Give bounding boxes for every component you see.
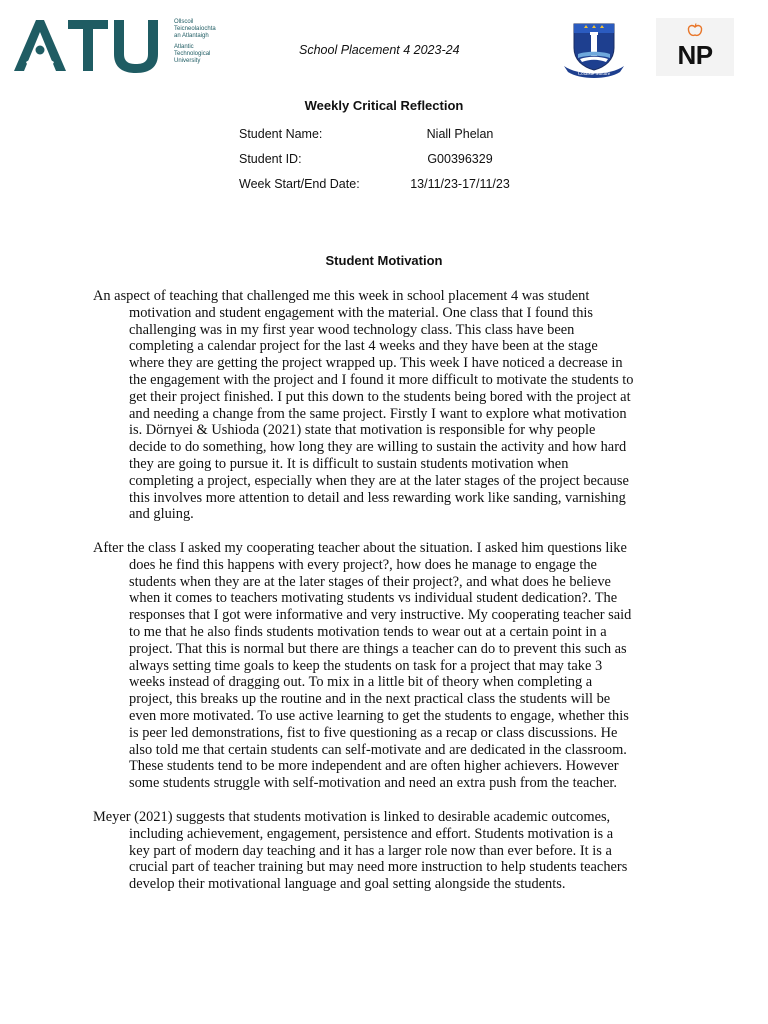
- paragraph-line: always setting time goals to keep the students on task for a project that may take 3: [129, 657, 603, 674]
- week-dates-value: 13/11/23-17/11/23: [410, 177, 510, 191]
- paragraph-line: weeks instead of dragging out. To mix in a little bit of theory when completing a: [129, 674, 593, 691]
- paragraph-line: An aspect of teaching that challenged me this week in school placement 4 was student: [93, 288, 590, 304]
- paragraph-line: is. Dörnyei & Ushioda (2021) state that motivation is responsible for why people: [129, 422, 596, 439]
- paragraph-line: when it comes to teachers motivating students vs individual student dedication?. The: [129, 590, 618, 607]
- paragraph-line: decide to do something, how long they are willing to sustain the activity and how hard: [129, 439, 627, 456]
- body-paragraph: [93, 288, 711, 523]
- paragraph-line: where they are getting the project wrapped up. This week I have noticed a decrease in: [129, 355, 623, 372]
- paragraph-line: students when they are at the later stages of their project?, and what does he believe: [129, 573, 611, 590]
- paragraph-line: even more motivated. To use active learning to get the students to engage, whether this: [129, 707, 629, 724]
- np-logo-text: NP: [677, 40, 713, 70]
- student-name-row: [0, 127, 768, 145]
- body-paragraph: [93, 809, 711, 893]
- atu-subtext-line: Technological: [174, 51, 211, 57]
- paragraph-line: After the class I asked my cooperating teacher about the situation. I asked him questions like: [93, 540, 627, 556]
- paragraph-line: and needing a change from the same project. Firstly I want to explore what motivation: [129, 405, 627, 422]
- paragraph-line: crucial part of teacher training but may need more instruction to help students teachers: [129, 859, 628, 876]
- paragraph-line: also told me that certain students can self-motivate and are dedicated in the classroom.: [129, 741, 627, 758]
- np-logo: [656, 18, 734, 76]
- atu-subtext-line: University: [174, 58, 201, 64]
- body-paragraph: [93, 540, 711, 792]
- paragraph-line: challenging was in my first year wood technology class. This class have been: [129, 321, 575, 338]
- section-title: Student Motivation: [325, 253, 443, 268]
- atu-logo-subtext: [174, 19, 244, 65]
- paragraph-line: responses that I got were informative and very instructive. My cooperating teacher said: [129, 607, 632, 624]
- student-id-label: Student ID:: [239, 152, 302, 166]
- apple-icon: [687, 23, 703, 37]
- paragraph-line: including achievement, engagement, persistence and effort. Students motivation is a: [129, 825, 614, 842]
- student-name-value: Niall Phelan: [426, 127, 494, 141]
- student-name-label: Student Name:: [239, 127, 323, 141]
- paragraph-line: and gluing.: [129, 506, 194, 523]
- student-id-value: G00396329: [427, 152, 493, 166]
- atu-subtext-line: Atlantic: [174, 44, 194, 50]
- paragraph-line: project. That this is normal but there are things a teacher can do to prevent this such as: [129, 640, 627, 657]
- paragraph-line: does he find this happens with every project?, how does he manage to engage the: [129, 556, 597, 573]
- crest-icon: [560, 18, 628, 80]
- paragraph-line: completing a project, especially when they are at the later stages of the project because: [129, 472, 629, 489]
- paragraph-line: the engagement with the project and I found it more difficult to motivate the students to: [129, 371, 634, 388]
- atu-logo-mark: [12, 16, 162, 74]
- week-dates-label: Week Start/End Date:: [239, 177, 360, 191]
- atu-subtext-line: Ollscoil: [174, 19, 194, 25]
- paragraph-line: These students tend to be more independent and are often higher achievers. However: [129, 758, 619, 775]
- atu-logo: [12, 16, 224, 74]
- paragraph-line: some students struggle with self-motivation and need an extra push from the teacher.: [129, 775, 617, 792]
- placement-title: School Placement 4 2023-24: [299, 43, 460, 57]
- document-title: Weekly Critical Reflection: [304, 98, 464, 113]
- paragraph-line: get their project finished. I put this down to the students being bored with the project at: [129, 388, 631, 405]
- paragraph-line: is peer led demonstrations, fist to five questioning as a recap or class discussions. He: [129, 724, 618, 741]
- paragraph-line: Meyer (2021) suggests that students motivation is linked to desirable academic outcomes,: [93, 809, 611, 825]
- school-crest-logo: [560, 18, 628, 80]
- student-id-row: [0, 152, 768, 170]
- atu-subtext-line: Teicneolaíochta: [174, 26, 216, 32]
- paragraph-line: completing a calendar project for the last 4 weeks and they have been at the stage: [129, 338, 598, 355]
- crest-motto: Coláiste Mhuire: [577, 72, 611, 77]
- paragraph-line: project, this breaks up the routine and in the next practical class the students will be: [129, 691, 611, 708]
- paragraph-line: this involves more attention to detail and less rewarding work like sanding, varnishing: [129, 489, 626, 506]
- paragraph-line: to me that he also finds students motivation tends to wear out at a certain point in a: [129, 623, 607, 640]
- week-dates-row: [0, 177, 768, 195]
- paragraph-line: motivation and student engagement with the material. One class that I found this: [129, 304, 593, 321]
- paragraph-line: key part of modern day teaching and it has a larger role now than ever before. It is a: [129, 842, 612, 859]
- paragraph-line: develop their motivational language and goal setting alongside the students.: [129, 876, 566, 893]
- atu-subtext-line: an Atlantaigh: [174, 33, 209, 39]
- paragraph-line: they are going to pursue it. It is difficult to sustain students motivation when: [129, 455, 569, 472]
